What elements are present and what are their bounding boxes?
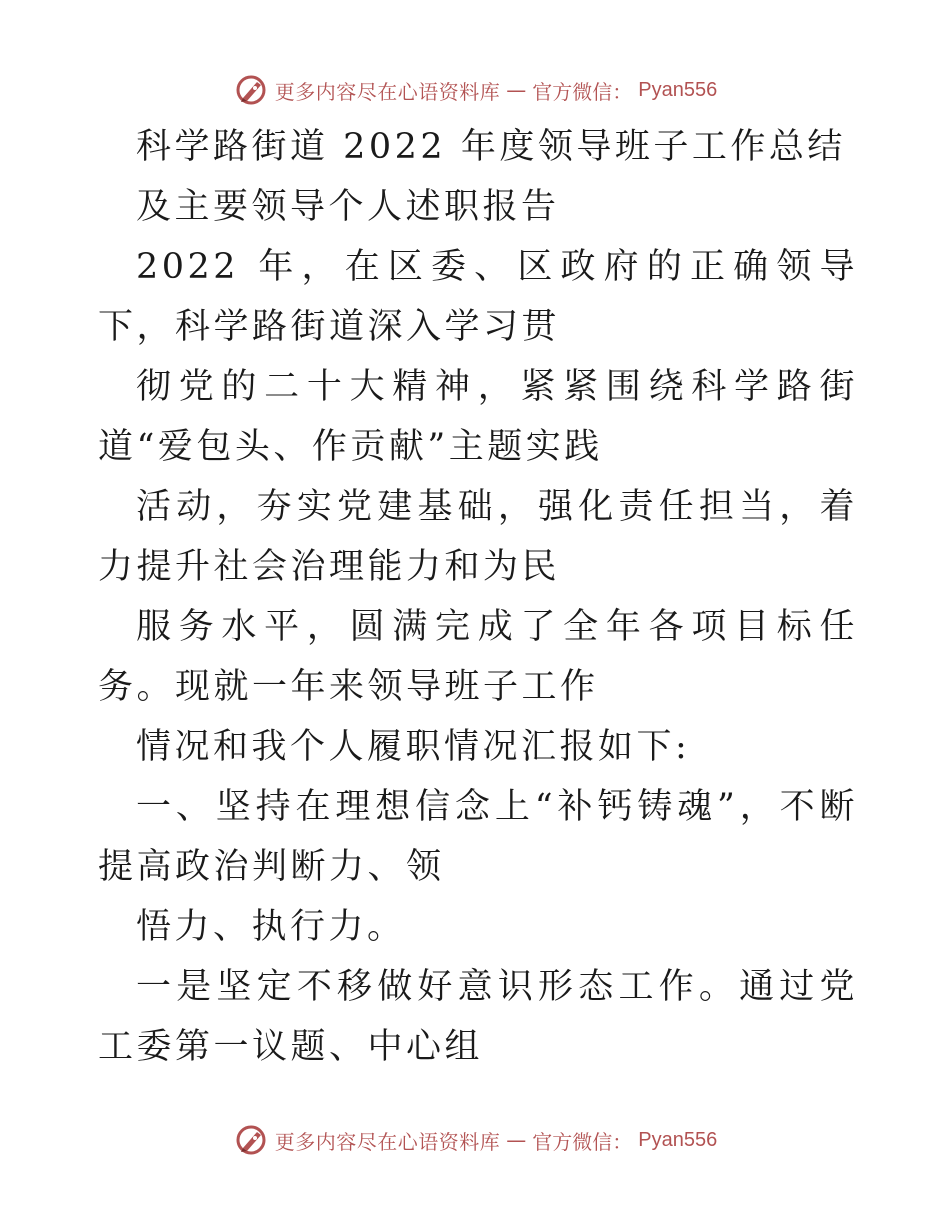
pen-logo-icon: [233, 1122, 269, 1158]
section-heading: 一、坚持在理想信念上“补钙铸魂”，不断提高政治判断力、领: [98, 787, 858, 887]
paragraph: 活动，夯实党建基础，强化责任担当，着力提升社会治理能力和为民: [98, 487, 858, 587]
watermark-text: 更多内容尽在心语资料库: [274, 1129, 501, 1154]
paragraph: 彻党的二十大精神，紧紧围绕科学路街道“爱包头、作贡献”主题实践: [98, 367, 858, 467]
watermark-banner-bottom: [0, 1120, 950, 1160]
paragraph: 情况和我个人履职情况汇报如下:: [136, 727, 691, 767]
watermark-wechat-id: Pyan556: [638, 1128, 718, 1151]
watermark-dash: —: [506, 78, 527, 102]
watermark-wechat-label: 官方微信：: [532, 79, 633, 104]
paragraph: 2022 年，在区委、区政府的正确领导下，科学路街道深入学习贯: [98, 247, 858, 347]
paragraph: 一是坚定不移做好意识形态工作。通过党工委第一议题、中心组: [98, 967, 858, 1067]
watermark-banner-top: [0, 70, 950, 110]
document-body: [98, 117, 858, 1077]
paragraph: 悟力、执行力。: [136, 907, 406, 947]
paragraph: 服务水平，圆满完成了全年各项目标任务。现就一年来领导班子工作: [98, 607, 858, 707]
document-title-line-2: 及主要领导个人述职报告: [136, 187, 560, 227]
watermark-wechat-label: 官方微信：: [532, 1129, 633, 1154]
pen-logo-icon: [233, 72, 269, 108]
watermark-dash: —: [506, 1128, 527, 1152]
watermark-text: 更多内容尽在心语资料库: [274, 79, 501, 104]
watermark-wechat-id: Pyan556: [638, 78, 718, 101]
document-title-line-1: 科学路街道 2022 年度领导班子工作总结: [136, 127, 846, 167]
